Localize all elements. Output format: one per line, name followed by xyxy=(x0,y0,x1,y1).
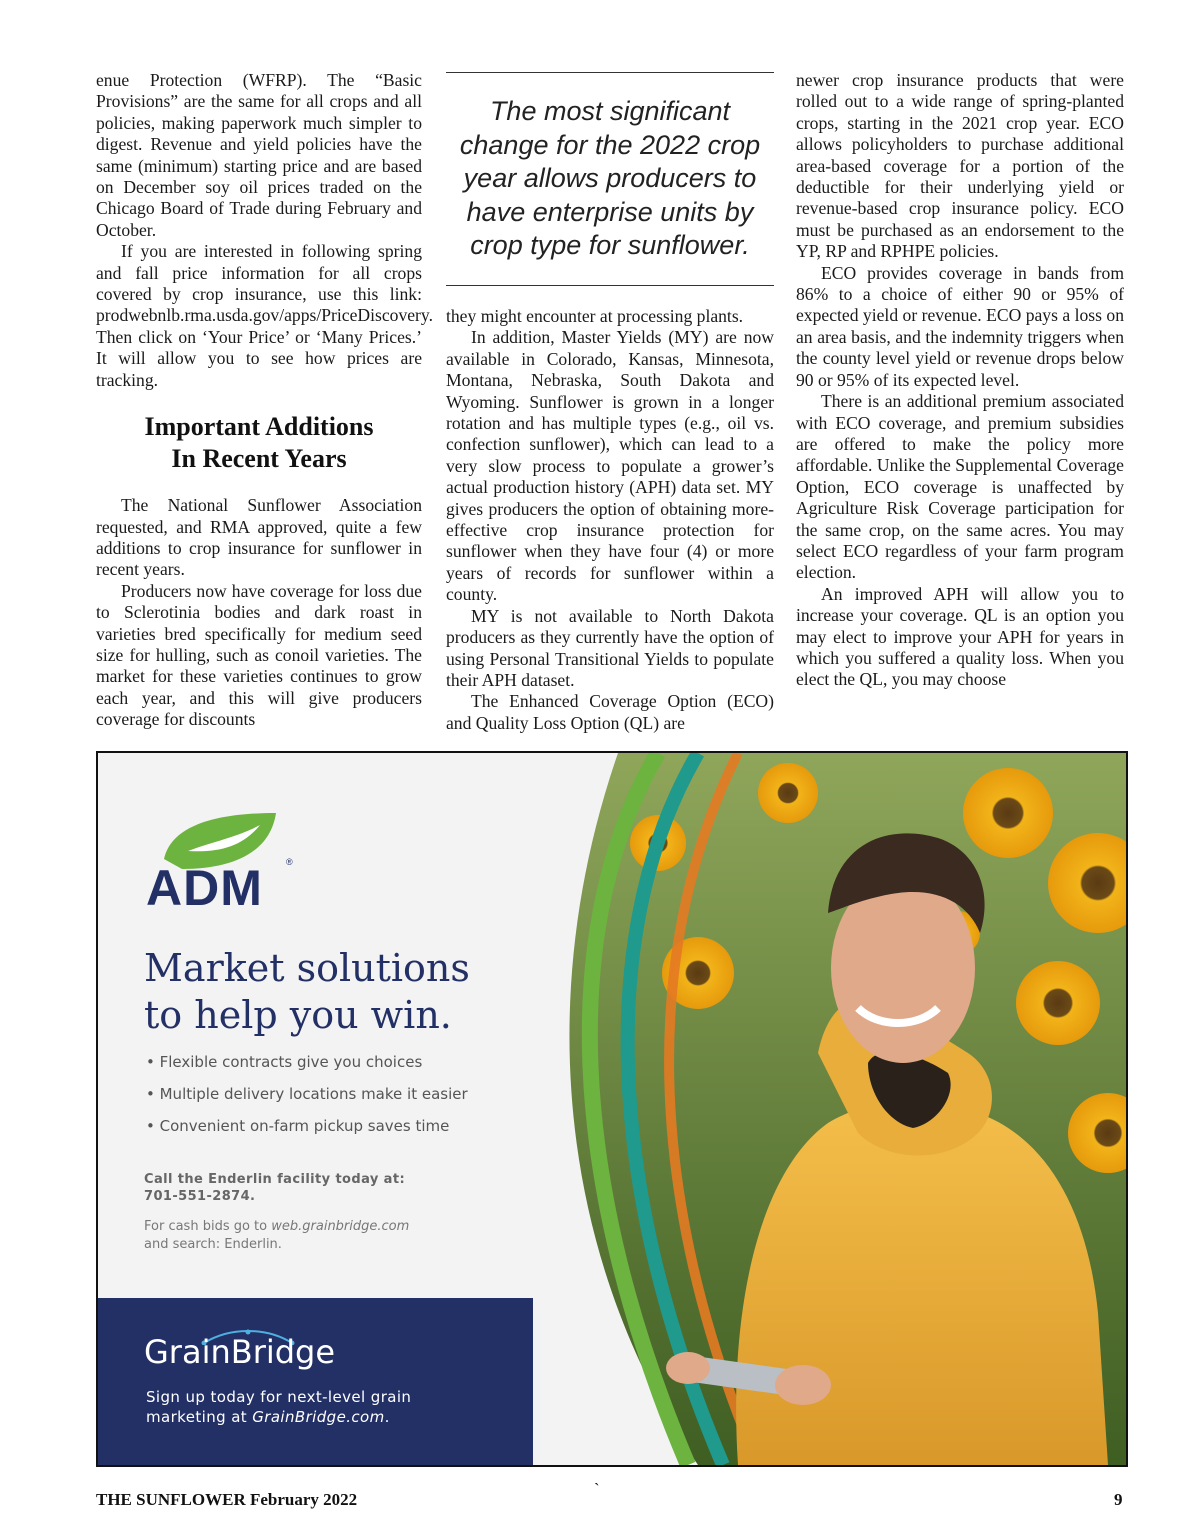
page-number: 9 xyxy=(1114,1490,1123,1509)
paragraph: newer crop insurance products that were rolled out to a wide range of spring-planted crops, starting in the 2021 crop year. ECO allows policyholders to purchase additional area-based coverage for a portion of the deductible for their underlying yield or revenue-based crop insurance policy. ECO must be purchased as an endorsement to the YP, RP and RPHPE policies. xyxy=(796,70,1124,262)
phone-number: 701-551-2874. xyxy=(144,1189,256,1204)
footer-publication: THE SUNFLOWER February 2022 xyxy=(96,1490,358,1509)
section-heading-line: Important Additions xyxy=(144,412,374,442)
footer-mark: ` xyxy=(594,1480,600,1499)
adm-advertisement xyxy=(96,751,1128,1467)
list-item: • Flexible contracts give you choices xyxy=(146,1053,423,1071)
list-item: • Convenient on-farm pickup saves time xyxy=(146,1117,450,1135)
ad-benefits-list xyxy=(146,1053,468,1149)
article-column-1 xyxy=(96,70,433,731)
article-column-3 xyxy=(796,70,1124,691)
cash-bids-link[interactable]: web.grainbridge.com xyxy=(271,1219,410,1234)
paragraph: enue Protection (WFRP). The “Basic Provisions” are the same for all crops and all policies, making paperwork much simpler to digest. Revenue and yield policies have the same (minimum) starting price and are based on December soy oil prices traded on the Chicago Board of Trade during February and October. xyxy=(96,70,422,240)
ad-phone-callout xyxy=(144,1171,405,1205)
signup-suffix: . xyxy=(384,1408,390,1426)
paragraph: they might encounter at processing plants. xyxy=(446,306,744,326)
paragraph: ECO provides coverage in bands from 86% to a choice of either 90 or 95% of expected yield or revenue. ECO pays a loss on an area basis, and the indemnity triggers when the county level yield or revenue drops below 90 or 95% of its expected level. xyxy=(796,262,1124,390)
ad-headline-line: Market solutions xyxy=(144,946,470,990)
paragraph: An improved APH will allow you to increase your coverage. QL is an option you may elect to improve your APH for years in which you suffered a quality loss. When you elect the QL, you may choose xyxy=(796,583,1124,690)
callout-line: Call the Enderlin facility today at: xyxy=(144,1172,406,1187)
grainbridge-signup xyxy=(146,1387,411,1427)
cash-bids-prefix: For cash bids go to xyxy=(144,1219,272,1234)
ad-headline-line: to help you win. xyxy=(144,993,452,1037)
section-heading-line: In Recent Years xyxy=(171,444,347,474)
grainbridge-band xyxy=(98,1298,533,1467)
pull-quote xyxy=(446,72,774,286)
section-heading xyxy=(96,411,422,475)
registered-mark: ® xyxy=(286,857,293,867)
ad-headline xyxy=(144,945,524,1039)
cash-bids-info xyxy=(144,1218,409,1254)
pull-quote-text: The most significant change for the 2022 crop year allows producers to have enterprise units by crop type for sunflower. xyxy=(459,96,761,261)
grainbridge-link[interactable]: GrainBridge.com xyxy=(252,1408,385,1426)
paragraph: Producers now have coverage for loss due to Sclerotinia bodies and dark roast in varieties bred specifically for medium seed size for hulling, such as conoil varieties. The market for these varieties continues to grow each year, and this will give producers coverage for discounts xyxy=(96,580,422,730)
paragraph: If you are interested in following spring and fall price information for all crops covered by crop insurance, use this link: prodwebnlb.rma.usda.gov/apps/PriceDiscovery. Then click on ‘Your Price’ or ‘Many Prices.’ It will allow you to see how prices are tracking. xyxy=(96,241,433,390)
grainbridge-logo: GrainBridge xyxy=(144,1333,336,1371)
list-item: • Multiple delivery locations make it easier xyxy=(146,1085,468,1103)
adm-brand: ADM xyxy=(146,860,263,916)
article-column-2 xyxy=(446,306,774,734)
paragraph: There is an additional premium associated with ECO coverage, and premium subsidies are offered to make the policy more affordable. Unlike the Supplemental Coverage Option, ECO coverage is unaffected by Agriculture Risk Coverage participation for the same crop, on the same acres. You may select ECO regardless of your farm program election. xyxy=(796,391,1124,583)
paragraph: The Enhanced Coverage Option (ECO) and Quality Loss Option (QL) are xyxy=(446,691,774,733)
paragraph: MY is not available to North Dakota producers as they currently have the option of using Personal Transitional Yields to populate their APH dataset. xyxy=(446,605,774,690)
paragraph: The National Sunflower Association requested, and RMA approved, quite a few additions to crop insurance for sunflower in recent years. xyxy=(96,495,422,580)
signup-line: Sign up today for next-level grain xyxy=(146,1388,412,1406)
signup-prefix: marketing at xyxy=(146,1408,253,1426)
paragraph: In addition, Master Yields (MY) are now available in Colorado, Kansas, Minnesota, Montana, Nebraska, South Dakota and Wyoming. Sunflower is grown in a longer rotation and has multiple types (e.g., oil vs. confection sunflower), which can lead to a very slow process to populate a grower’s actual production history (APH) data set. MY gives producers the option of obtaining more-effective crop insurance protection for sunflower when they have four (4) or more years of records for sunflower within a county. xyxy=(446,327,774,605)
cash-bids-line: and search: Enderlin. xyxy=(144,1237,282,1252)
